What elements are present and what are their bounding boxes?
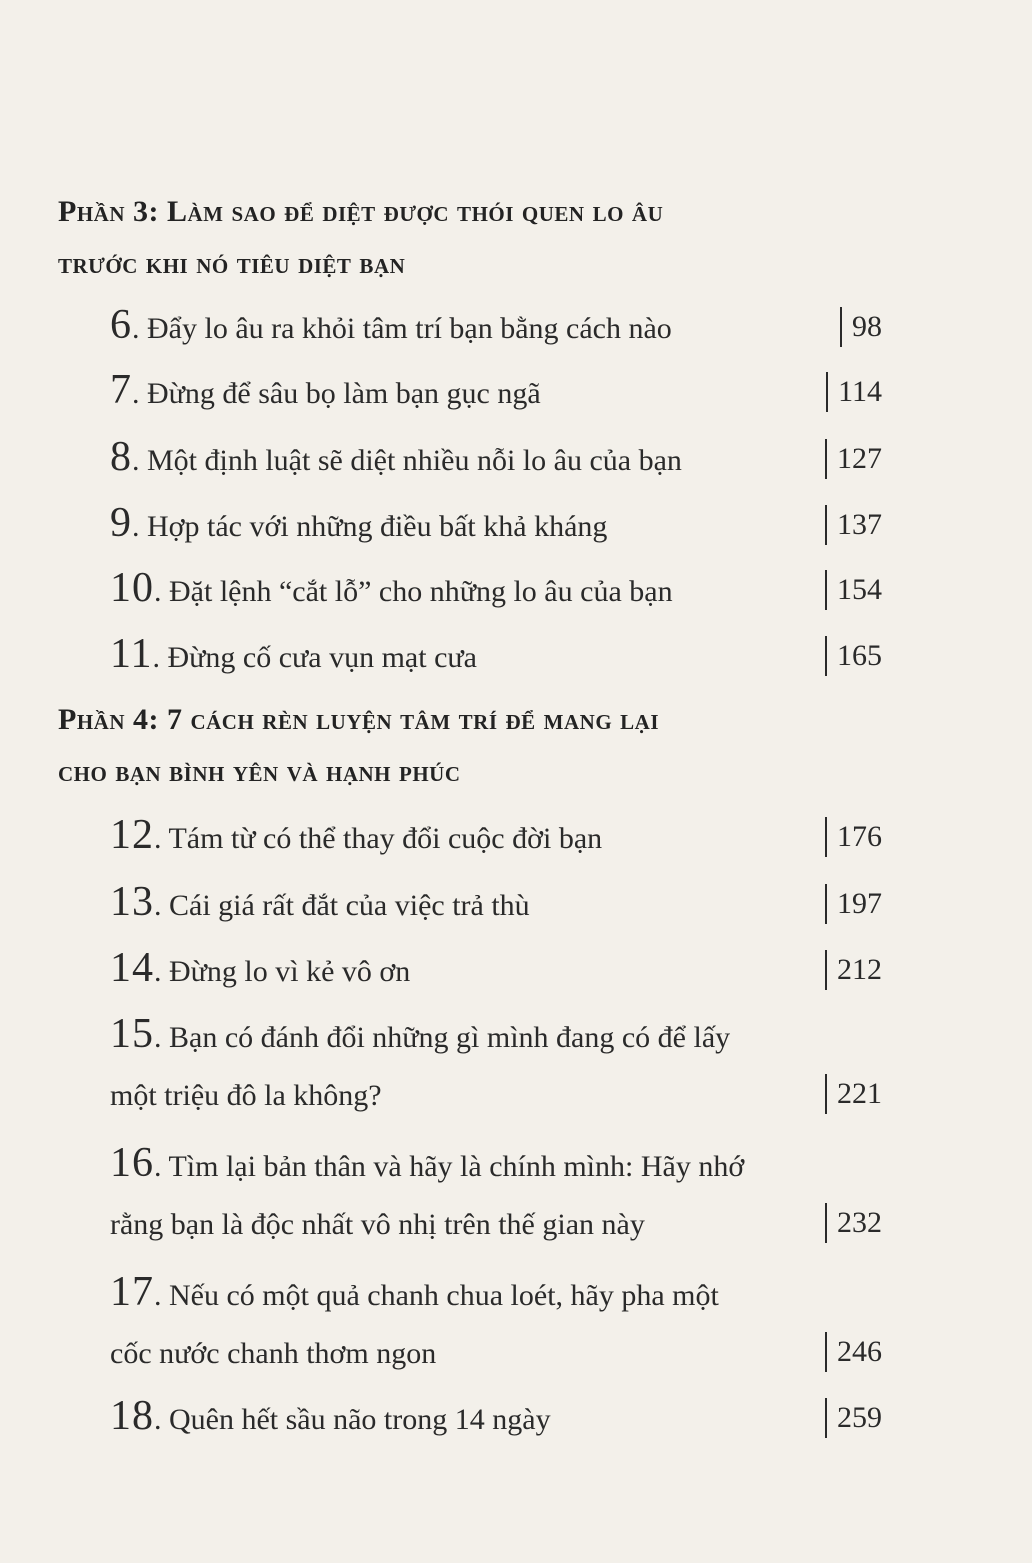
chapter-title: Đừng để sâu bọ làm bạn gục ngã [147, 377, 541, 410]
chapter-number: 17 [110, 1269, 154, 1315]
chapter-title: Tám từ có thể thay đổi cuộc đời bạn [168, 822, 603, 855]
toc-entry-6: 6. Đẩy lo âu ra khỏi tâm trí bạn bằng cách nào 98 [110, 302, 882, 348]
chapter-title: Hợp tác với những điều bất khả kháng [147, 510, 608, 543]
part-3-heading-line-1: Phần 3: Làm sao để diệt được thói quen lo âu [58, 195, 664, 228]
chapter-number: 12 [110, 812, 154, 858]
part-4-heading-line-1: Phần 4: 7 cách rèn luyện tâm trí để mang lại [58, 703, 660, 736]
chapter-number: 14 [110, 945, 154, 991]
chapter-title: Tìm lại bản thân và hãy là chính mình: Hãy nhớ [168, 1150, 745, 1183]
part-3-heading [58, 186, 958, 290]
chapter-number: 6 [110, 302, 132, 348]
chapter-number: 9 [110, 500, 132, 546]
toc-entry-11: 11. Đừng cố cưa vụn mạt cưa 165 [110, 631, 882, 677]
toc-entry-8: 8. Một định luật sẽ diệt nhiều nỗi lo âu của bạn 127 [110, 434, 882, 480]
chapter-number: 18 [110, 1393, 154, 1439]
part-4-heading [58, 694, 958, 798]
page-number: 154 [825, 570, 882, 610]
chapter-number: 16 [110, 1140, 154, 1186]
page-number: 114 [826, 372, 882, 412]
chapter-title: Đẩy lo âu ra khỏi tâm trí bạn bằng cách nào [147, 312, 672, 345]
toc-entry-18: 18. Quên hết sầu não trong 14 ngày 259 [110, 1393, 882, 1439]
page-number: 137 [825, 505, 882, 545]
chapter-number: 11 [110, 631, 153, 677]
page-number: 259 [825, 1398, 882, 1438]
chapter-title: Đừng lo vì kẻ vô ơn [169, 955, 411, 988]
toc-entry-10: 10. Đặt lệnh “cắt lỗ” cho những lo âu của bạn 154 [110, 565, 882, 611]
page-number: 197 [825, 884, 882, 924]
chapter-number: 13 [110, 879, 154, 925]
chapter-title: Đặt lệnh “cắt lỗ” cho những lo âu của bạn [169, 575, 673, 608]
toc-entry-14: 14. Đừng lo vì kẻ vô ơn 212 [110, 945, 882, 991]
toc-entry-7: 7. Đừng để sâu bọ làm bạn gục ngã 114 [110, 367, 882, 413]
chapter-number: 8 [110, 434, 132, 480]
chapter-title: Quên hết sầu não trong 14 ngày [169, 1403, 551, 1436]
chapter-title: Bạn có đánh đổi những gì mình đang có để lấy [169, 1021, 731, 1054]
toc-entry-16: 16. Tìm lại bản thân và hãy là chính mình: Hãy nhớ rằng bạn là độc nhất vô nhị trên thế gian này 232 [110, 1143, 900, 1245]
chapter-title: Một định luật sẽ diệt nhiều nỗi lo âu của bạn [147, 444, 682, 477]
toc-entry-9: 9. Hợp tác với những điều bất khả kháng 137 [110, 500, 882, 546]
page-number: 176 [825, 817, 882, 857]
chapter-title: Nếu có một quả chanh chua loét, hãy pha một [169, 1279, 719, 1312]
toc-entry-15: 15. Bạn có đánh đổi những gì mình đang có để lấy một triệu đô la không? 221 [110, 1014, 900, 1116]
chapter-number: 7 [110, 367, 132, 413]
toc-entry-12: 12. Tám từ có thể thay đổi cuộc đời bạn 176 [110, 812, 882, 858]
page-number: 221 [825, 1074, 882, 1114]
part-4-heading-line-2: cho bạn bình yên và hạnh phúc [58, 755, 461, 788]
chapter-title: Cái giá rất đắt của việc trả thù [169, 889, 530, 922]
chapter-title-continued: một triệu đô la không? [110, 1079, 382, 1112]
toc-entry-17: 17. Nếu có một quả chanh chua loét, hãy pha một cốc nước chanh thơm ngon 246 [110, 1272, 900, 1374]
page-number: 232 [825, 1203, 882, 1243]
page-number: 212 [825, 950, 882, 990]
page-number: 127 [825, 439, 882, 479]
chapter-title-continued: rằng bạn là độc nhất vô nhị trên thế gian này [110, 1208, 645, 1241]
page-number: 165 [825, 636, 882, 676]
chapter-number: 15 [110, 1011, 154, 1057]
chapter-title: Đừng cố cưa vụn mạt cưa [167, 641, 477, 674]
part-3-heading-line-2: trước khi nó tiêu diệt bạn [58, 247, 406, 280]
toc-entry-13: 13. Cái giá rất đắt của việc trả thù 197 [110, 879, 882, 925]
chapter-title-continued: cốc nước chanh thơm ngon [110, 1337, 437, 1370]
page-number: 98 [840, 307, 882, 347]
page-number: 246 [825, 1332, 882, 1372]
chapter-number: 10 [110, 565, 154, 611]
